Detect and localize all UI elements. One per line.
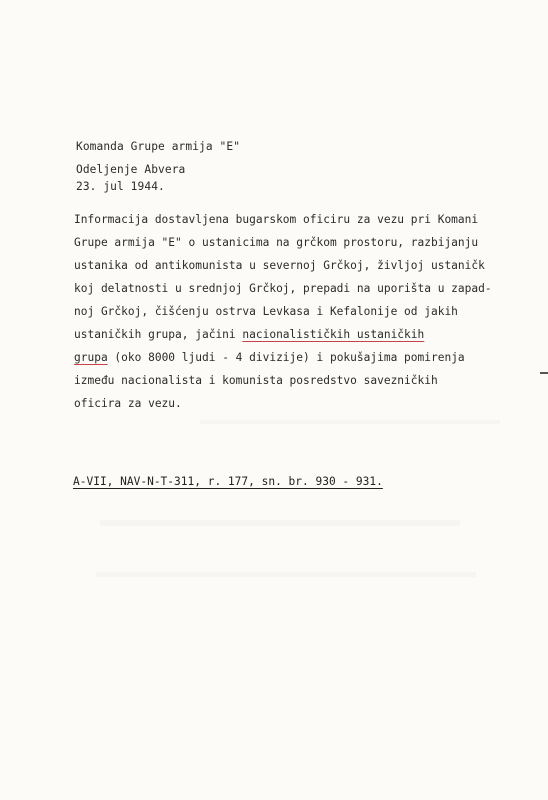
body-line-9: oficira za vezu. <box>74 397 182 410</box>
underlined-phrase-nationalist-groups: nacionalističkih ustaničkih <box>242 328 425 341</box>
body-line-7-rest: (oko 8000 ljudi - 4 divizije) i pokušajima pomirenja <box>107 351 465 364</box>
body-line-5: noj Grčkoj, čišćenju ostrva Levkasa i Kefalonije od jakih <box>74 305 458 318</box>
header-command-line: Komanda Grupe armija "E" <box>76 140 241 153</box>
body-line-1: Informacija dostavljena bugarskom oficiru za vezu pri Komani <box>74 213 479 226</box>
body-line-8: između nacionalista i komunista posredstvo savezničkih <box>74 374 438 387</box>
body-line-2: Grupe armija "E" o ustanicima na grčkom prostoru, razbijanju <box>74 236 479 249</box>
archive-reference: A-VII, NAV-N-T-311, r. 177, sn. br. 930 - 931. <box>73 475 383 488</box>
underlined-word-groups: grupa <box>74 351 108 364</box>
body-line-6-start: ustaničkih grupa, jačini <box>74 328 243 341</box>
body-line-7 <box>74 346 542 369</box>
header-department-line: Odeljenje Abvera <box>76 163 186 176</box>
body-line-4: koj delatnosti u srednjoj Grčkoj, prepadi na uporišta u zapad- <box>74 282 492 295</box>
body-line-3: ustanika od antikomunista u severnoj Grčkoj, življoj ustaničk <box>74 259 485 272</box>
body-line-6 <box>74 323 542 346</box>
header-date-line: 23. jul 1944. <box>76 180 165 193</box>
body-paragraph <box>74 208 542 415</box>
margin-mark <box>540 372 548 374</box>
